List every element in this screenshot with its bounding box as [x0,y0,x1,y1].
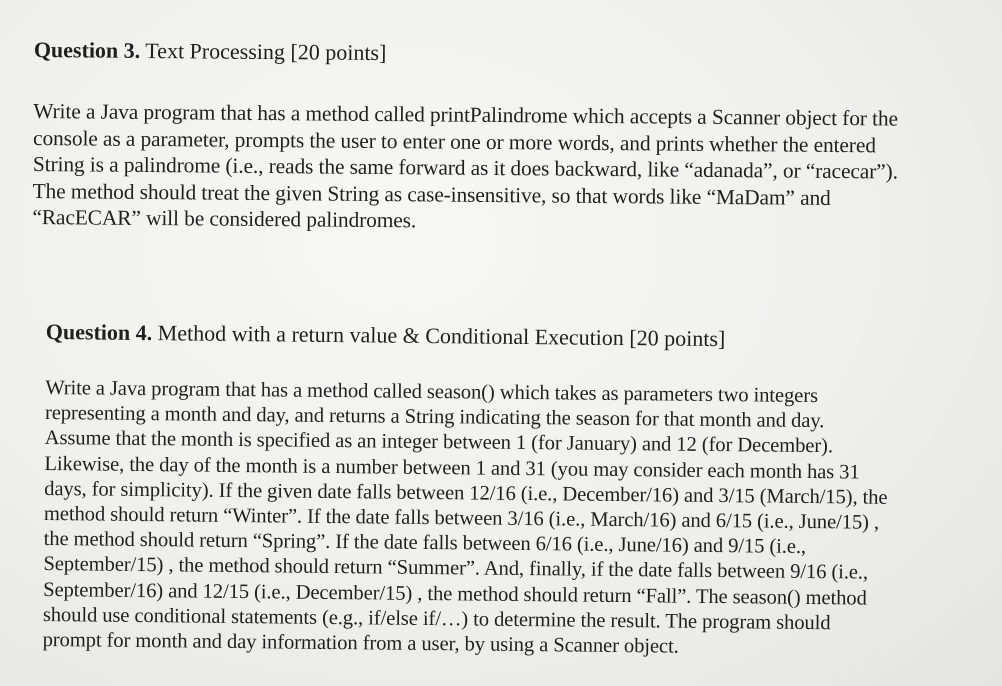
question-3-line: Write a Java program that has a method called printPalindrome which accepts a Scanner object for the [33,98,899,131]
question-4-heading [46,318,951,355]
question-3-line: console as a parameter, prompts the user to enter one or more words, and prints whether the entered [33,125,876,157]
question-3-line: String is a palindrome (i.e., reads the same forward as it does backward, like “adanada”, or “racecar”). [32,151,898,184]
question-3-line: The method should treat the given String as case-insensitive, so that words like “MaDam” and [32,178,831,210]
question-4 [42,318,950,663]
question-3-number: Question 3. [33,36,141,63]
question-4-line: September/16) and 12/15 (i.e., December/15) , the method should return “Fall”. The season() method [43,578,867,610]
question-4-line: method should return “Winter”. If the date falls between 3/16 (i.e., March/16) and 6/15 (i.e., June/15) , [43,503,880,534]
question-4-title: Method with a return value & Conditional Execution [20 points] [157,320,726,352]
question-4-body [42,376,950,663]
question-4-line: the method should return “Spring”. If the date falls between 6/16 (i.e., June/16) and 9/15 (i.e., [43,528,807,559]
question-4-line: Likewise, the day of the month is a number between 1 and 31 (you may consider each month has 31 [44,452,860,484]
question-4-line: prompt for month and day information from a user, by using a Scanner object. [42,629,679,658]
question-3-body [32,98,973,239]
question-3-line: “RacECAR” will be considered palindromes. [32,204,417,233]
question-4-line: days, for simplicity). If the given date falls between 12/16 (i.e., December/16) and 3/15 (March/15), the [44,477,888,509]
question-4-line: Assume that the month is specified as an integer between 1 (for January) and 12 (for December). [44,427,834,458]
question-4-line: Write a Java program that has a method called season() which takes as parameters two integers [45,376,819,408]
question-3-heading [34,36,974,72]
question-3 [32,36,974,239]
question-3-title: Text Processing [20 points] [145,37,387,66]
question-4-line: representing a month and day, and returns a String indicating the season for that month and day. [44,402,825,433]
question-4-line: September/15) , the method should return “Summer”. And, finally, if the date falls between 9/16 (i.e., [43,553,869,585]
question-4-number: Question 4. [45,318,153,346]
question-4-line: should use conditional statements (e.g., if/else if/…) to determine the result. The program should [42,603,831,635]
